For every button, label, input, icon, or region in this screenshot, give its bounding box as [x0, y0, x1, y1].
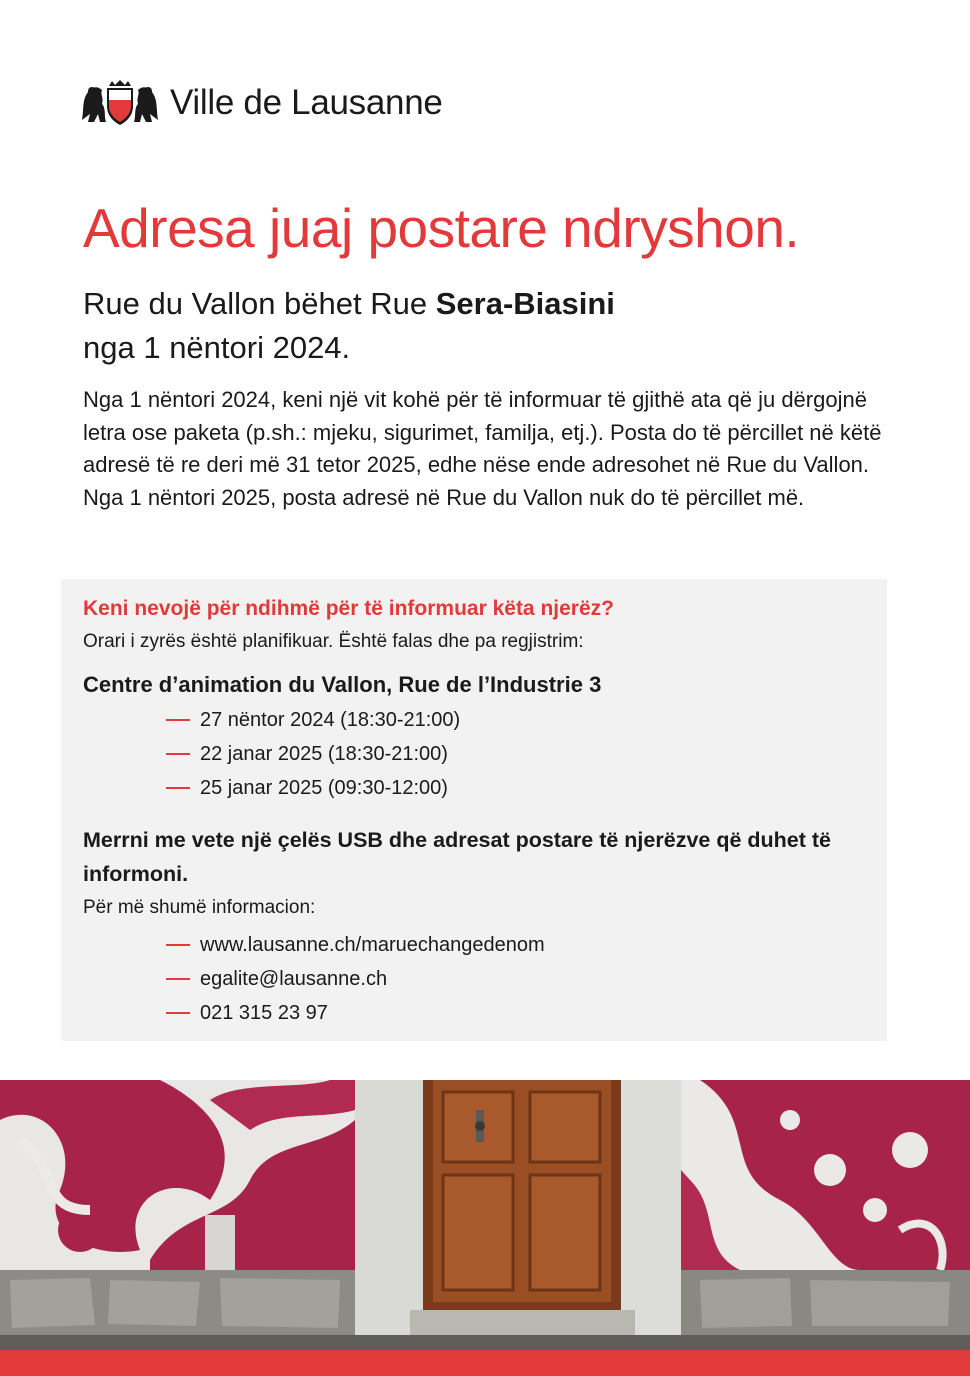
subheadline [83, 282, 615, 370]
more-info-label: Për më shumë informacion: [83, 897, 316, 918]
brand-logo [80, 80, 443, 126]
lausanne-coat-of-arms-icon [80, 80, 160, 126]
list-item [166, 771, 460, 805]
office-hours-note: Orari i zyrës është planifikuar. Është falas dhe pa regjistrim: [83, 631, 584, 652]
phone-number[interactable]: 021 315 23 97 [200, 1002, 328, 1024]
page-title: Adresa juaj postare ndryshon. [83, 197, 800, 259]
contact-list [166, 928, 545, 1030]
list-item [166, 928, 545, 962]
subheadline-line2: nga 1 nëntori 2024. [83, 330, 351, 365]
subheadline-line1 [83, 282, 615, 326]
list-item [166, 703, 460, 737]
bring-instructions: Merrni me vete një çelës USB dhe adresat postare të njerëzve që duhet të informoni. [83, 828, 831, 886]
session-dates-list [166, 703, 460, 805]
list-item [166, 996, 545, 1030]
dash-icon [166, 753, 190, 755]
dash-icon [166, 1012, 190, 1014]
help-box [61, 579, 887, 1041]
email-link[interactable]: egalite@lausanne.ch [200, 968, 388, 990]
session-date: 22 janar 2025 (18:30-21:00) [200, 743, 448, 765]
list-item [166, 737, 460, 771]
dash-icon [166, 978, 190, 980]
dash-icon [166, 787, 190, 789]
session-date: 25 janar 2025 (09:30-12:00) [200, 777, 448, 799]
intro-paragraph: Nga 1 nëntori 2024, keni një vit kohë për të informuar të gjithë ata që ju dërgojnë letra ose paketa (p.sh.: mjeku, sigurimet, familja, etj.). Posta do të përcillet në këtë adresë të re deri më 31 tetor 2025, edhe nëse ende adresohet në Rue du Vallon. Nga 1 nëntori 2025, posta adresë në Rue du Vallon nuk do të përcillet më. [83, 387, 882, 510]
dash-icon [166, 719, 190, 721]
dash-icon [166, 944, 190, 946]
brand-name: Ville de Lausanne [170, 83, 443, 122]
street-door-photo [0, 1080, 970, 1350]
list-item [166, 962, 545, 996]
venue-address: Centre d’animation du Vallon, Rue de l’Industrie 3 [83, 672, 602, 697]
bottom-accent-bar [0, 1350, 970, 1376]
help-question: Keni nevojë për ndihmë për të informuar këta njerëz? [83, 597, 614, 620]
new-street-name: Sera-Biasini [435, 286, 615, 321]
website-link[interactable]: www.lausanne.ch/maruechangedenom [200, 934, 545, 956]
subheadline-prefix: Rue du Vallon bëhet Rue [83, 286, 436, 321]
session-date: 27 nëntor 2024 (18:30-21:00) [200, 709, 461, 731]
